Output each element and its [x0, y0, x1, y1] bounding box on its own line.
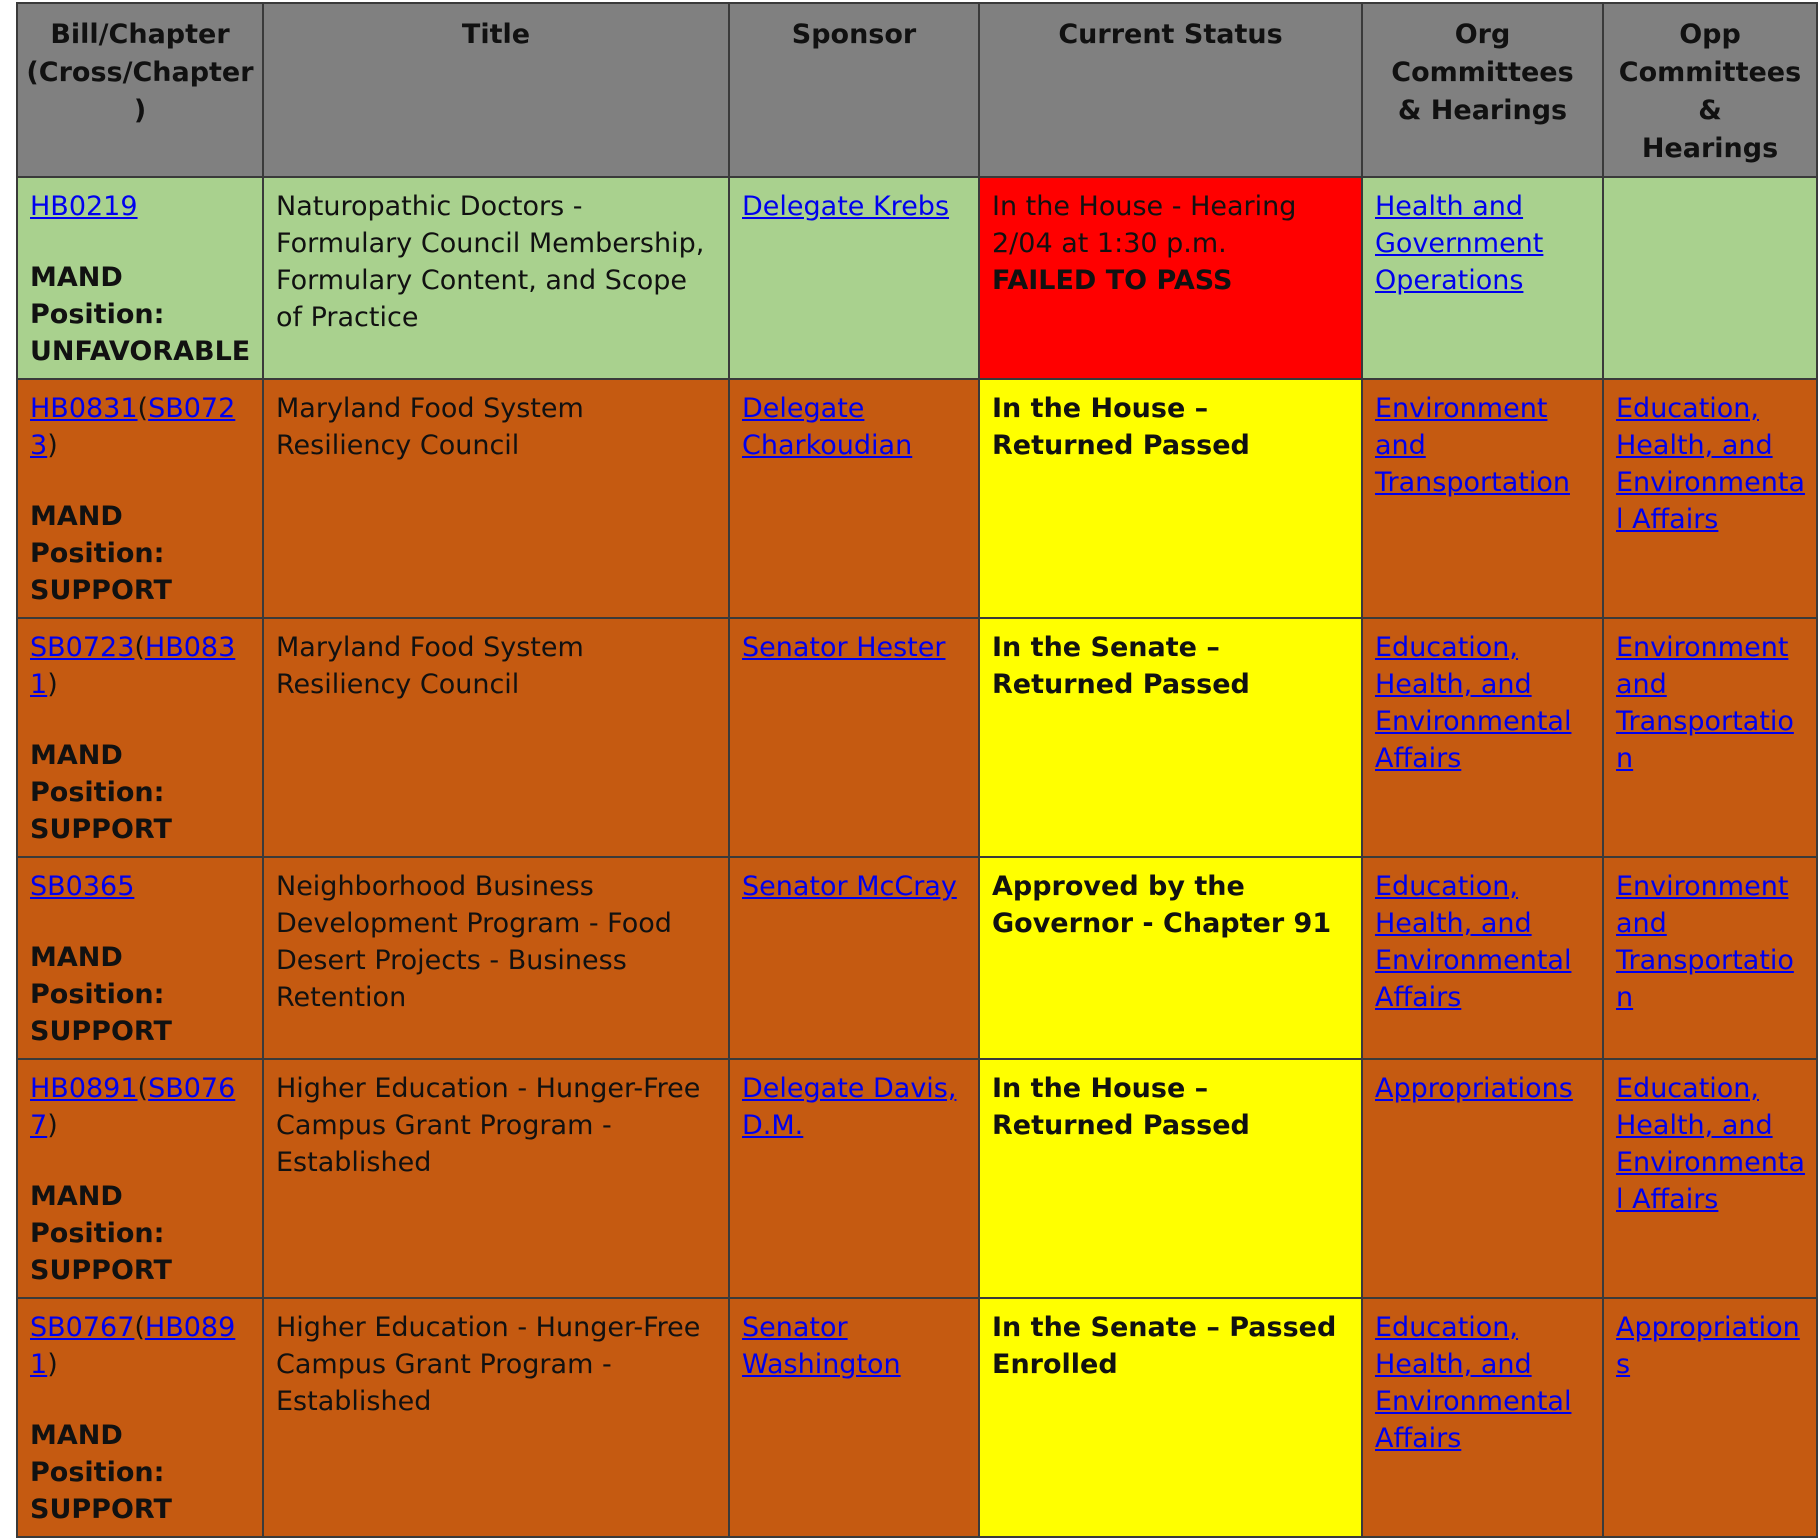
header-title: Title	[263, 3, 729, 177]
table-row	[17, 177, 1817, 379]
org-committee-cell	[1362, 177, 1603, 379]
position-value: SUPPORT	[30, 1016, 172, 1047]
sponsor-link[interactable]: Senator McCray	[742, 871, 957, 902]
opp-committee-cell	[1603, 618, 1817, 857]
header-row	[17, 3, 1817, 177]
opp-committee-link[interactable]: Environment and Transportation	[1616, 871, 1794, 1013]
legislation-tracking-table	[16, 2, 1818, 1538]
org-committee-cell	[1362, 618, 1603, 857]
org-committee-link[interactable]: Education, Health, and Environmental Affairs	[1375, 1312, 1572, 1454]
position-value: UNFAVORABLE	[30, 336, 251, 367]
header-bill	[17, 3, 263, 177]
title-cell: Higher Education - Hunger-Free Campus Grant Program - Established	[263, 1298, 729, 1537]
title-cell: Neighborhood Business Development Program - Food Desert Projects - Business Retention	[263, 857, 729, 1059]
header-status: Current Status	[979, 3, 1362, 177]
bill-link[interactable]: SB0365	[30, 871, 135, 902]
opp-committee-link[interactable]: Environment and Transportation	[1616, 632, 1794, 774]
status-cell: In the Senate – Passed Enrolled	[979, 1298, 1362, 1537]
status-result: FAILED TO PASS	[992, 265, 1233, 296]
header-sponsor: Sponsor	[729, 3, 979, 177]
table-row	[17, 618, 1817, 857]
bill-link[interactable]: HB0219	[30, 191, 138, 222]
position-label: MAND Position:	[30, 740, 165, 808]
header-org-committees	[1362, 3, 1603, 177]
opp-committee-link[interactable]: Education, Health, and Environmental Affairs	[1616, 393, 1805, 535]
bill-link[interactable]: HB0891	[30, 1073, 138, 1104]
position-label: MAND Position:	[30, 1420, 165, 1488]
org-committee-link[interactable]: Health and Government Operations	[1375, 191, 1544, 296]
header-opp-committees	[1603, 3, 1817, 177]
header-org-line2: & Hearings	[1397, 95, 1568, 126]
table-row	[17, 1059, 1817, 1298]
sponsor-cell	[729, 618, 979, 857]
title-cell: Maryland Food System Resiliency Council	[263, 379, 729, 618]
cross-bill-link[interactable]: HB0831	[30, 632, 236, 700]
bill-cell	[17, 177, 263, 379]
position-label: MAND Position:	[30, 942, 165, 1010]
cross-bill-link[interactable]: HB0891	[30, 1312, 236, 1380]
org-committee-link[interactable]: Appropriations	[1375, 1073, 1573, 1104]
sponsor-link[interactable]: Delegate Davis, D.M.	[742, 1073, 957, 1141]
position-value: SUPPORT	[30, 1494, 172, 1525]
cross-bill-link[interactable]: SB0767	[30, 1073, 236, 1141]
status-cell: Approved by the Governor - Chapter 91	[979, 857, 1362, 1059]
opp-committee-cell	[1603, 1298, 1817, 1537]
org-committee-cell	[1362, 379, 1603, 618]
status-cell: In the House – Returned Passed	[979, 1059, 1362, 1298]
sponsor-cell	[729, 177, 979, 379]
header-org-line1: Org Committees	[1391, 19, 1574, 88]
table-row	[17, 379, 1817, 618]
org-committee-link[interactable]: Environment and Transportation	[1375, 393, 1570, 498]
sponsor-cell	[729, 1059, 979, 1298]
org-committee-cell	[1362, 1059, 1603, 1298]
header-opp-line1: Opp	[1679, 19, 1741, 50]
opp-committee-cell	[1603, 1059, 1817, 1298]
position-value: SUPPORT	[30, 814, 172, 845]
opp-committee-link[interactable]: Appropriations	[1616, 1312, 1800, 1380]
bill-cell: SB0767(HB0891) MAND Position: SUPPORT	[17, 1298, 263, 1537]
status-cell: In the House – Returned Passed	[979, 379, 1362, 618]
status-text: In the House - Hearing 2/04 at 1:30 p.m.	[992, 191, 1297, 259]
opp-committee-cell	[1603, 857, 1817, 1059]
sponsor-link[interactable]: Senator Hester	[742, 632, 946, 663]
position-label: MAND Position:	[30, 501, 165, 569]
title-cell: Maryland Food System Resiliency Council	[263, 618, 729, 857]
bill-link[interactable]: SB0767	[30, 1312, 135, 1343]
header-opp-line3: Hearings	[1641, 133, 1779, 164]
table-row	[17, 857, 1817, 1059]
bill-link[interactable]: SB0723	[30, 632, 135, 663]
title-cell: Naturopathic Doctors - Formulary Council Membership, Formulary Content, and Scope of Practice	[263, 177, 729, 379]
header-bill-line1: Bill/Chapter	[50, 19, 230, 50]
header-opp-line2: Committees &	[1618, 57, 1802, 126]
sponsor-cell	[729, 857, 979, 1059]
status-cell	[979, 177, 1362, 379]
org-committee-link[interactable]: Education, Health, and Environmental Affairs	[1375, 632, 1572, 774]
title-cell: Higher Education - Hunger-Free Campus Grant Program - Established	[263, 1059, 729, 1298]
table-row	[17, 1298, 1817, 1537]
position-label: MAND Position:	[30, 1181, 165, 1249]
bill-cell: SB0723(HB0831) MAND Position: SUPPORT	[17, 618, 263, 857]
org-committee-link[interactable]: Education, Health, and Environmental Affairs	[1375, 871, 1572, 1013]
header-bill-line2: (Cross/Chapter)	[26, 57, 254, 126]
bill-cell: HB0891(SB0767) MAND Position: SUPPORT	[17, 1059, 263, 1298]
opp-committee-cell	[1603, 177, 1817, 379]
sponsor-link[interactable]: Delegate Charkoudian	[742, 393, 913, 461]
bill-cell	[17, 857, 263, 1059]
org-committee-cell	[1362, 857, 1603, 1059]
position-label: MAND Position:	[30, 262, 165, 330]
position-value: SUPPORT	[30, 1255, 172, 1286]
sponsor-link[interactable]: Delegate Krebs	[742, 191, 950, 222]
position-value: SUPPORT	[30, 575, 172, 606]
status-cell: In the Senate – Returned Passed	[979, 618, 1362, 857]
bill-link[interactable]: HB0831	[30, 393, 138, 424]
bill-cell: HB0831(SB0723) MAND Position: SUPPORT	[17, 379, 263, 618]
org-committee-cell	[1362, 1298, 1603, 1537]
cross-bill-link[interactable]: SB0723	[30, 393, 236, 461]
sponsor-cell	[729, 379, 979, 618]
opp-committee-cell	[1603, 379, 1817, 618]
opp-committee-link[interactable]: Education, Health, and Environmental Affairs	[1616, 1073, 1805, 1215]
sponsor-cell	[729, 1298, 979, 1537]
sponsor-link[interactable]: Senator Washington	[742, 1312, 901, 1380]
